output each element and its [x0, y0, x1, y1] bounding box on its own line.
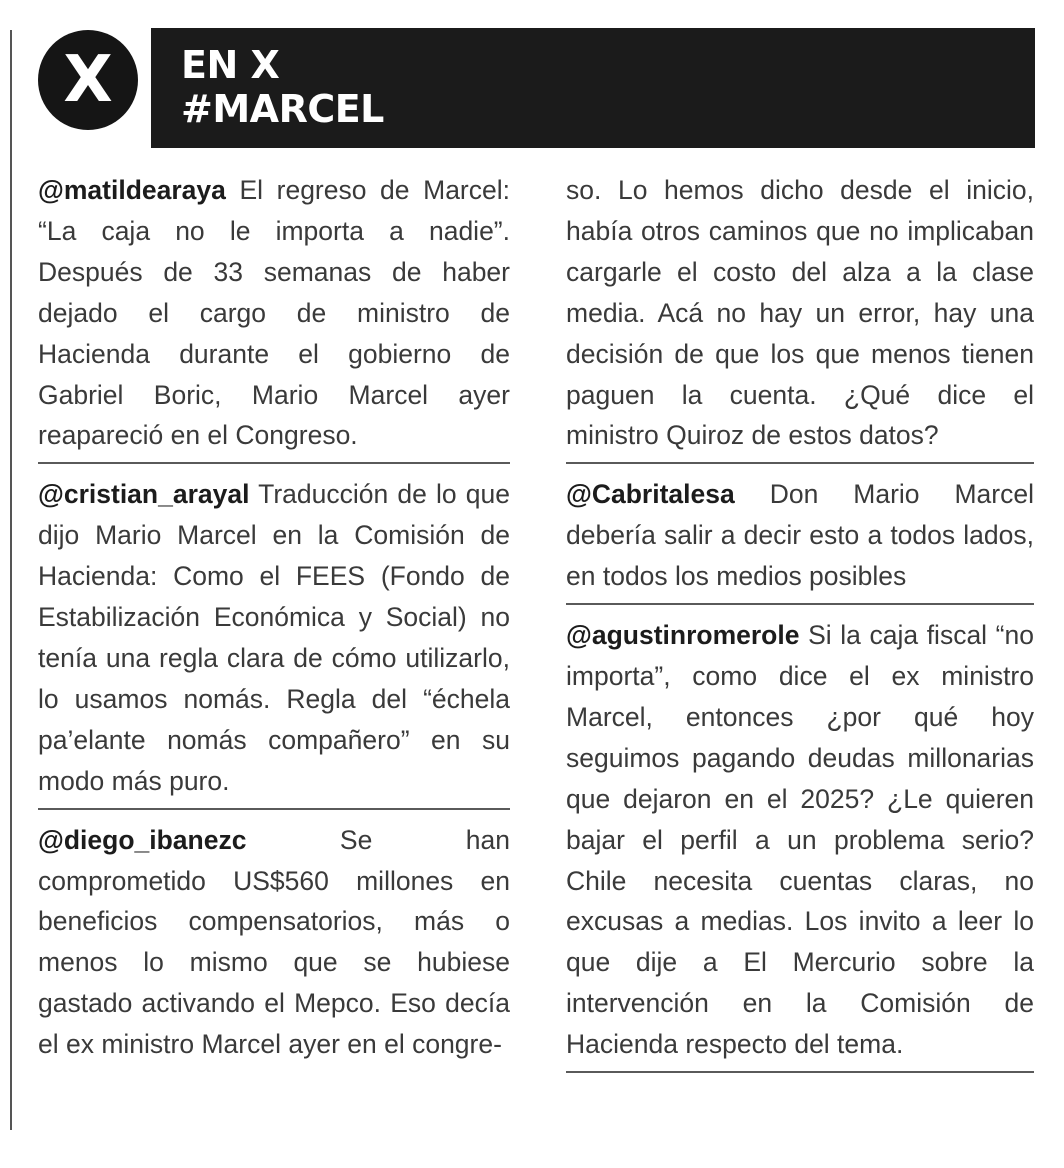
right-column: [566, 170, 1034, 1083]
tweet-divider: [38, 808, 510, 810]
tweet-item: [38, 170, 510, 460]
left-column: [38, 170, 510, 1069]
tweet-handle[interactable]: @Cabritalesa: [566, 479, 735, 510]
tweet-text: Se han comprometido US$560 millones en beneficios compensatorios, más o menos lo mismo que se hubiese gastado activando el Mepco. Eso decía el ex ministro Marcel ayer en el congre-: [38, 824, 510, 1060]
column-rule: [10, 30, 12, 1130]
tweet-item: [38, 474, 510, 805]
tweet-item: [38, 820, 510, 1069]
tweet-divider: [38, 462, 510, 464]
tweet-handle[interactable]: @cristian_arayal: [38, 479, 250, 510]
tweet-divider: [566, 462, 1034, 464]
tweet-divider: [566, 603, 1034, 605]
tweet-item: [566, 615, 1034, 1069]
tweet-item: [566, 474, 1034, 601]
section-header: [151, 28, 1035, 148]
tweet-text: Traducción de lo que dijo Mario Marcel en la Comisión de Hacienda: Como el FEES (Fondo de Estabilización Económica y Social) no tenía una regla clara de cómo utilizarlo, lo usamos nomás. Regla del “échela pa’elante nomás compañero” en su modo más puro.: [38, 479, 510, 796]
tweet-text: Don Mario Marcel debería salir a decir esto a todos lados, en todos los medios posibles: [566, 479, 1034, 592]
x-logo-icon: [38, 30, 138, 130]
tweet-text: Si la caja fiscal “no importa”, como dice el ex ministro Marcel, entonces ¿por qué hoy seguimos pagando deudas millonarias que dejaron en el 2025? ¿Le quieren bajar el perfil a un problema serio? Chile necesita cuentas claras, no excusas a medias. Los invito a leer lo que dije a El Mercurio sobre la intervención en la Comisión de Hacienda respecto del tema.: [566, 620, 1034, 1060]
tweet-divider: [566, 1071, 1034, 1073]
tweet-continuation: [566, 170, 1034, 460]
tweet-handle[interactable]: @diego_ibanezc: [38, 824, 247, 855]
tweet-handle[interactable]: @agustinromerole: [566, 620, 800, 651]
header-title: EN X: [181, 43, 280, 87]
x-logo-letter: X: [63, 43, 113, 117]
tweet-text-continued: so. Lo hemos dicho desde el inicio, había otros caminos que no implicaban cargarle el costo del alza a la clase media. Acá no hay un error, hay una decisión de que los que menos tienen paguen la cuenta. ¿Qué dice el ministro Quiroz de estos datos?: [566, 175, 1034, 451]
tweet-text: El regreso de Marcel: “La caja no le importa a nadie”. Después de 33 semanas de haber dejado el cargo de ministro de Hacienda durante el gobierno de Gabriel Boric, Mario Marcel ayer reapareció en el Congreso.: [38, 175, 510, 451]
header-hashtag: #MARCEL: [181, 87, 384, 131]
tweet-handle[interactable]: @matildearaya: [38, 175, 226, 205]
